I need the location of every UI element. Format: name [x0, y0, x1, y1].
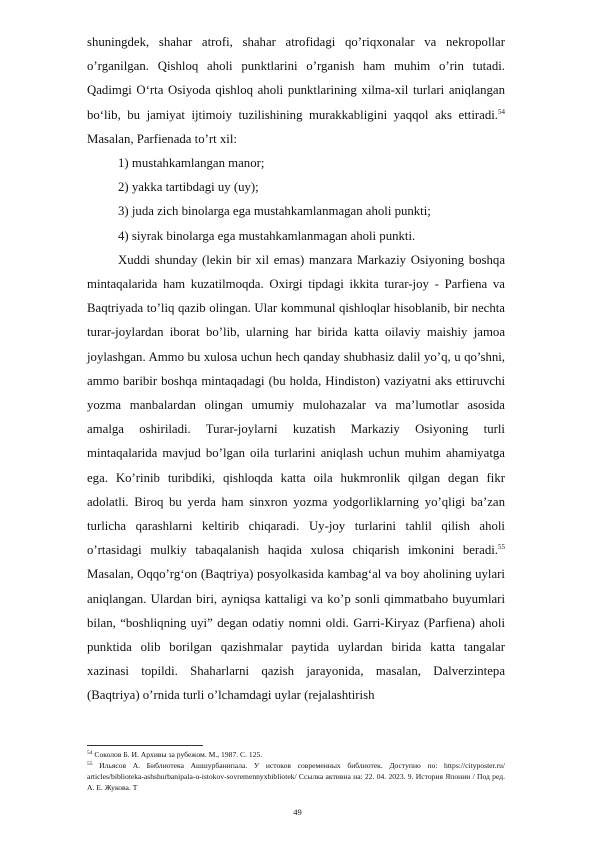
- list-item: 2) yakka tartibdagi uy (uy);: [118, 180, 259, 195]
- paragraph-intro: shuningdek, shahar atrofi, shahar atrofidagi qo’riqxonalar va nekropollar o’rganilgan. Qishloq aholi punktlarini o’rganish ham muhim o’rin tutadi. Qadimgi O‘rta Osiyoda qishloq aholi punktlarining xilma-xil turlari aniqlangan bo‘lib, bu jamiyat ijtimoiy tuzilishining murakkabligini yaqqol aks ettiradi.$^{54}$ Masalan, Parfienada to’rt xil:: [87, 35, 505, 146]
- page-number: 49: [293, 807, 302, 817]
- footnote-ref-54[interactable]: 54: [498, 107, 505, 116]
- footnote-ref-55[interactable]: 55: [498, 543, 505, 552]
- footnote: $^{55}$ Ильясов А. Библиотека Ашшурбанипала. У истоков современных библиотек. Доступно по: https://cityposter.ru/ articles/biblioteka-ashshurbanipala-u-istokov-sovremennyxbibliotek/ Ссылка активна на: 22. 04. 2023. 9. История Японии / Под ред. А. Е. Жукова. Т: [87, 761, 505, 792]
- paragraph-main: Xuddi shunday (lekin bir xil emas) manzara Markaziy Osiyoning boshqa mintaqalarida ham kuzatilmoqda. Oxirgi tipdagi ikkita turar-joy - Parfiena va Baqtriyada to’liq qazib olingan. Ular kommunal qishloqlar hisoblanib, bir nechta turar-joylardan iborat bo’lib, ularning har birida katta oilaviy maishiy jamoa joylashgan. Ammo bu xulosa uchun hech qanday shubhasiz dalil yo’q, u qo’shni, ammo baribir boshqa mintaqadagi (bu holda, Hindiston) vaziyatni aks ettiruvchi yozma manbalardan olingan umumiy mulohazalar va ma’lumotlar asosida amalga oshiriladi. Turar-joylarni kuzatish Markaziy Osiyoning turli mintaqalarida mavjud bo’lgan oila turlarini aniqlash uchun muhim ahamiyatga ega. Ko’rinib turibdiki, qishloqda katta oila hukmronlik qilgan degan fikr adolatli. Biroq bu yerda ham sinxron yozma yodgorliklarning yo’qligi ba’zan turlicha qarashlarni keltirib chiqaradi. Uy-joy turlarini tahlil qilish aholi o’rtasidagi mulkiy tabaqalanish haqida xulosa chiqarish imkonini beradi.$^{55}$ Masalan, Oqqo’rg‘on (Baqtriya) posyolkasida kambag‘al va boy aholining uylari aniqlangan. Ulardan biri, ayniqsa kattaligi va ko’p sonli qimmatbaho buyumlari bilan, “boshliqning uyi” degan odatiy nomni oldi. Garri-Kiryaz (Parfiena) aholi punktida olib borilgan qazishmalar paytida uylardan birida katta tangalar xazinasi topildi. Shaharlarni qazish jarayonida, masalan, Dalverzintepa (Baqtriya) o’rnida turli o’lchamdagi uylar (rejalashtirish: [87, 252, 505, 703]
- page-body: [87, 30, 505, 708]
- list-item: 4) siyrak binolarga ega mustahkamlanmagan aholi punkti.: [118, 228, 416, 243]
- footnote: $^{54}$ Соколов Б. И. Архивы за рубежом. М., 1987. С. 125.: [87, 750, 263, 759]
- footnote-divider: [87, 745, 203, 746]
- list-item: 1) mustahkamlangan manor;: [118, 156, 265, 171]
- list-item: 3) juda zich binolarga ega mustahkamlanmagan aholi punkti;: [118, 204, 431, 219]
- footnotes: [87, 749, 505, 793]
